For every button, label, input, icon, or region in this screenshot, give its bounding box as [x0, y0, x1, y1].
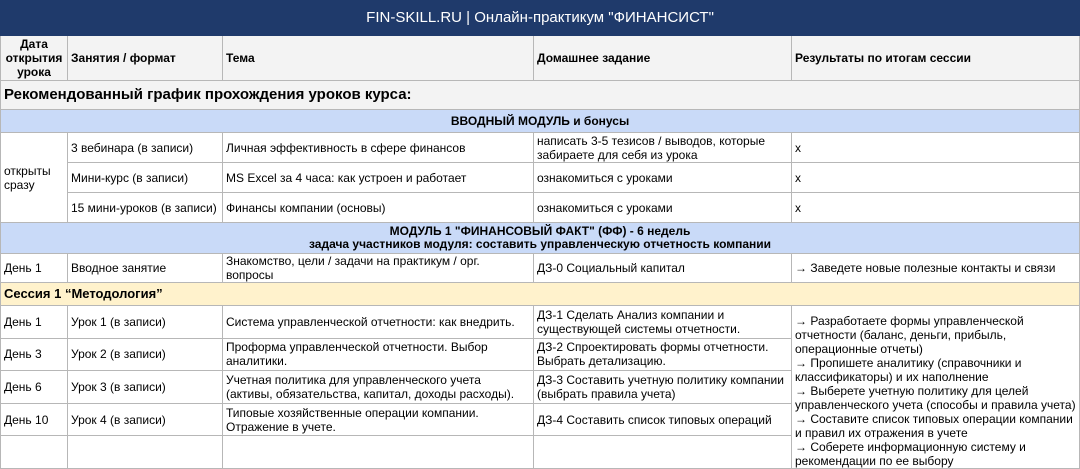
- homework-cell[interactable]: ДЗ-0 Социальный капитал: [534, 254, 792, 283]
- homework-cell[interactable]: написать 3-5 тезисов / выводов, которые забираете для себя из урока: [534, 133, 792, 163]
- topic-cell[interactable]: Личная эффективность в сфере финансов: [223, 133, 534, 163]
- header-homework[interactable]: Домашнее задание: [534, 36, 792, 81]
- session-1-heading[interactable]: Сессия 1 “Методология”: [1, 283, 1080, 306]
- header-topic[interactable]: Тема: [223, 36, 534, 81]
- topic-cell[interactable]: Типовые хозяйственные операции компании. Отражение в учете.: [223, 403, 534, 436]
- table-row: [1, 193, 1080, 223]
- header-date[interactable]: Дата открытия урока: [1, 36, 68, 81]
- topic-cell[interactable]: MS Excel за 4 часа: как устроен и работает: [223, 163, 534, 193]
- header-row: [1, 36, 1080, 81]
- header-format[interactable]: Занятия / формат: [68, 36, 223, 81]
- result-cell[interactable]: → Заведете новые полезные контакты и связи: [792, 254, 1080, 283]
- table-row: [1, 254, 1080, 283]
- format-cell[interactable]: 15 мини-уроков (в записи): [68, 193, 223, 223]
- result-cell[interactable]: x: [792, 133, 1080, 163]
- format-cell[interactable]: Мини-курс (в записи): [68, 163, 223, 193]
- date-cell[interactable]: День 1: [1, 254, 68, 283]
- homework-cell[interactable]: ознакомиться с уроками: [534, 163, 792, 193]
- table-row: [1, 133, 1080, 163]
- session-result: → Выберете учетную политику для целей управленческого учета (способы и правила учета): [795, 384, 1076, 412]
- session-result: → Составите список типовых операции компании и правил их отражения в учете: [795, 412, 1073, 440]
- topic-cell[interactable]: Знакомство, цели / задачи на практикум / орг. вопросы: [223, 254, 534, 283]
- result-cell[interactable]: x: [792, 193, 1080, 223]
- topic-cell[interactable]: [223, 436, 534, 469]
- format-cell[interactable]: Вводное занятие: [68, 254, 223, 283]
- header-results[interactable]: Результаты по итогам сессии: [792, 36, 1080, 81]
- homework-cell[interactable]: ДЗ-2 Спроектировать формы отчетности. Выбрать детализацию.: [534, 338, 792, 371]
- intro-date-cell[interactable]: открыты сразу: [1, 133, 68, 223]
- session-results-cell[interactable]: [792, 306, 1080, 469]
- format-cell[interactable]: [68, 436, 223, 469]
- format-cell[interactable]: Урок 1 (в записи): [68, 306, 223, 339]
- sheet-title: FIN-SKILL.RU | Онлайн-практикум "ФИНАНСИСТ": [1, 1, 1080, 36]
- topic-cell[interactable]: Учетная политика для управленческого учета (активы, обязательства, капитал, доходы расходы).: [223, 371, 534, 404]
- format-cell[interactable]: 3 вебинара (в записи): [68, 133, 223, 163]
- module-1-title: МОДУЛЬ 1 "ФИНАНСОВЫЙ ФАКТ" (ФФ) - 6 недель: [389, 224, 691, 238]
- result-cell[interactable]: x: [792, 163, 1080, 193]
- table-row: [1, 306, 1080, 339]
- format-cell[interactable]: Урок 3 (в записи): [68, 371, 223, 404]
- date-cell[interactable]: День 3: [1, 338, 68, 371]
- recommended-schedule-heading[interactable]: Рекомендованный график прохождения уроков курса:: [1, 81, 1080, 110]
- module-1-heading[interactable]: [1, 223, 1080, 254]
- topic-cell[interactable]: Финансы компании (основы): [223, 193, 534, 223]
- date-cell[interactable]: День 6: [1, 371, 68, 404]
- homework-cell[interactable]: ДЗ-1 Сделать Анализ компании и существующей системы отчетности.: [534, 306, 792, 339]
- format-cell[interactable]: Урок 2 (в записи): [68, 338, 223, 371]
- homework-cell[interactable]: ДЗ-3 Составить учетную политику компании (выбрать правила учета): [534, 371, 792, 404]
- homework-cell[interactable]: ознакомиться с уроками: [534, 193, 792, 223]
- topic-cell[interactable]: Система управленческой отчетности: как внедрить.: [223, 306, 534, 339]
- intro-module-heading[interactable]: ВВОДНЫЙ МОДУЛЬ и бонусы: [1, 110, 1080, 133]
- format-cell[interactable]: Урок 4 (в записи): [68, 403, 223, 436]
- topic-cell[interactable]: Проформа управленческой отчетности. Выбор аналитики.: [223, 338, 534, 371]
- date-cell[interactable]: День 10: [1, 403, 68, 436]
- date-cell[interactable]: [1, 436, 68, 469]
- module-1-task: задача участников модуля: составить управленческую отчетность компании: [308, 237, 772, 251]
- table-row: [1, 163, 1080, 193]
- date-cell[interactable]: День 1: [1, 306, 68, 339]
- homework-cell[interactable]: [534, 436, 792, 469]
- session-result: → Разработаете формы управленческой отчетности (баланс, деньги, прибыль, операционные отчеты): [795, 314, 1024, 356]
- homework-cell[interactable]: ДЗ-4 Составить список типовых операций: [534, 403, 792, 436]
- session-result: → Пропишете аналитику (справочники и классификаторы) и их наполнение: [795, 356, 1022, 384]
- session-result: → Соберете информационную систему и рекомендации по ее выбору: [795, 440, 1026, 468]
